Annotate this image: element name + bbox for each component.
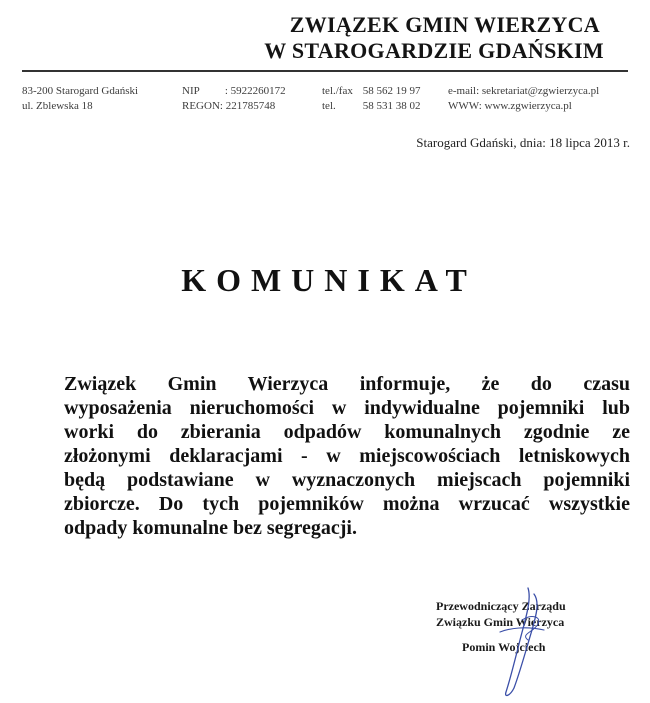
organization-name: ZWIĄZEK GMIN WIERZYCA bbox=[289, 12, 600, 37]
telfax-value: 58 562 19 97 bbox=[362, 85, 421, 97]
email-link[interactable]: e-mail: sekretariat@zgwierzyca.pl bbox=[448, 85, 600, 97]
telfax-label: tel./fax bbox=[322, 85, 353, 97]
tax-id-block bbox=[182, 84, 286, 114]
tel-label: tel. bbox=[322, 100, 336, 112]
phone-block bbox=[322, 84, 421, 114]
signatory-name: Pomin Wojciech bbox=[462, 640, 546, 654]
signatory-organization: Związku Gmin Wierzyca bbox=[436, 615, 565, 629]
handwritten-signature bbox=[470, 580, 560, 700]
address-block bbox=[22, 84, 138, 114]
organization-location: W STAROGARDZIE GDAŃSKIM bbox=[264, 38, 604, 63]
regon: REGON: 221785748 bbox=[182, 100, 276, 112]
body-line: worki do zbierania odpadów komunalnych zgodnie ze bbox=[64, 421, 630, 443]
nip-label: NIP bbox=[182, 85, 200, 97]
body-line: zbiorcze. Do tych pojemników można wrzucać wszystkie bbox=[64, 493, 630, 515]
body-line: Związek Gmin Wierzyca informuje, że do czasu bbox=[64, 373, 630, 395]
website-link[interactable]: WWW: www.zgwierzyca.pl bbox=[448, 100, 572, 112]
body-line: będą podstawiane w wyznaczonych miejscach pojemniki bbox=[64, 469, 630, 491]
address-line-1: 83-200 Starogard Gdański bbox=[22, 85, 139, 97]
online-contact-block bbox=[448, 84, 599, 114]
body-line: złożonymi deklaracjami - w miejscowościach letniskowych bbox=[64, 445, 630, 467]
header-divider bbox=[22, 70, 628, 72]
address-line-2: ul. Zblewska 18 bbox=[22, 100, 93, 112]
date-line: Starogard Gdański, dnia: 18 lipca 2013 r. bbox=[416, 135, 630, 150]
announcement-body bbox=[64, 372, 630, 540]
body-line: wyposażenia nieruchomości w indywidualne pojemniki lub bbox=[64, 397, 630, 419]
document-title: KOMUNIKAT bbox=[181, 262, 477, 298]
body-line: odpady komunalne bez segregacji. bbox=[64, 517, 357, 539]
tel-value: 58 531 38 02 bbox=[362, 100, 421, 112]
signatory-position: Przewodniczący Zarządu bbox=[436, 599, 566, 613]
nip-value: : 5922260172 bbox=[224, 85, 286, 97]
